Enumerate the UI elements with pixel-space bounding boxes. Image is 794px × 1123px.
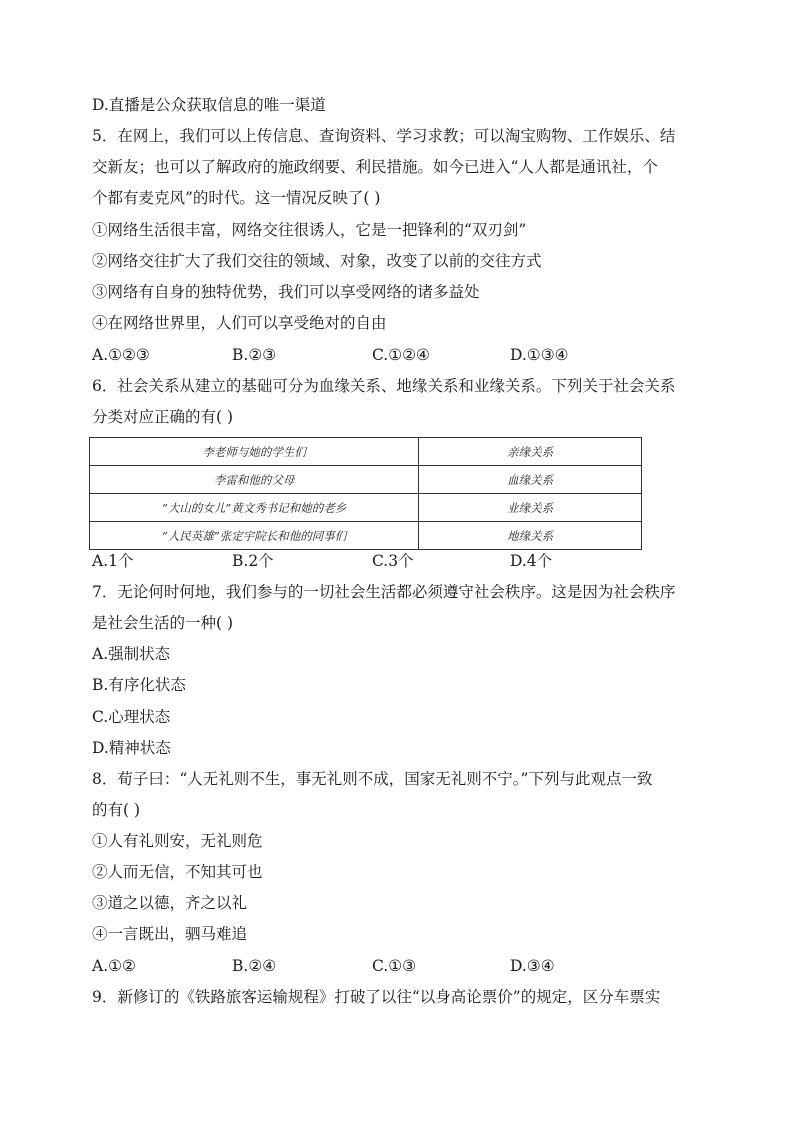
q5-option-b: B.②③ <box>232 346 277 364</box>
q5-options <box>92 344 702 366</box>
q6-stem-line-2: 分类对应正确的有( ) <box>92 408 234 426</box>
q5-statement-1: ①网络生活很丰富，网络交往很诱人，它是一把锋利的“双刃剑” <box>92 221 527 239</box>
table-cell: 血缘关系 <box>419 466 642 494</box>
table-cell: 李雷和他的父母 <box>90 466 419 494</box>
q5-statement-4: ④在网络世界里，人们可以享受绝对的自由 <box>92 314 387 332</box>
table-cell: “人民英雄”张定宇院长和他的同事们 <box>90 522 419 550</box>
q8-stem-line-2: 的有( ) <box>92 801 141 819</box>
q7-option-c: C.心理状态 <box>92 708 171 726</box>
q8-statement-2: ②人而无信，不知其可也 <box>92 863 263 881</box>
q7-option-d: D.精神状态 <box>92 739 171 757</box>
q7-stem-line-2: 是社会生活的一种( ) <box>92 614 234 632</box>
q7-stem-line-1: 7．无论何时何地，我们参与的一切社会生活都必须遵守社会秩序。这是因为社会秩序 <box>92 583 676 601</box>
q5-statement-3: ③网络有自身的独特优势，我们可以享受网络的诸多益处 <box>92 283 480 301</box>
q8-option-a: A.①② <box>92 957 136 975</box>
table-cell: 亲缘关系 <box>419 438 642 466</box>
table-cell: 业缘关系 <box>419 494 642 522</box>
q6-stem-line-1: 6．社会关系从建立的基础可分为血缘关系、地缘关系和业缘关系。下列关于社会关系 <box>92 377 676 395</box>
q5-option-a: A.①②③ <box>92 346 150 364</box>
q7-option-a: A.强制状态 <box>92 645 171 663</box>
q9-stem-line-1: 9．新修订的《铁路旅客运输规程》打破了以往“以身高论票价”的规定，区分车票实 <box>92 988 661 1006</box>
q8-statement-1: ①人有礼则安，无礼则危 <box>92 832 263 850</box>
q5-statement-2: ②网络交往扩大了我们交往的领域、对象，改变了以前的交往方式 <box>92 252 542 270</box>
table-cell: 地缘关系 <box>419 522 642 550</box>
table-row <box>90 494 642 522</box>
q5-stem-line-2: 交新友；也可以了解政府的施政纲要、利民措施。如今已进入“人人都是通讯社，个 <box>92 158 658 176</box>
q7-option-b: B.有序化状态 <box>92 676 186 694</box>
q6-option-b: B.2个 <box>232 552 274 570</box>
q6-option-a: A.1个 <box>92 552 134 570</box>
table-row <box>90 438 642 466</box>
q5-option-c: C.①②④ <box>372 346 430 364</box>
q8-stem-line-1: 8．荀子曰：“人无礼则不生，事无礼则不成，国家无礼则不宁。”下列与此观点一致 <box>92 770 653 788</box>
q8-options <box>92 955 702 977</box>
relationship-table <box>89 437 642 550</box>
q8-option-b: B.②④ <box>232 957 277 975</box>
q6-options <box>92 550 702 572</box>
q8-option-d: D.③④ <box>510 957 555 975</box>
q6-option-c: C.3个 <box>372 552 414 570</box>
q5-stem-line-1: 5．在网上，我们可以上传信息、查询资料、学习求教；可以淘宝购物、工作娱乐、结 <box>92 127 676 145</box>
q8-statement-4: ④一言既出，驷马难追 <box>92 925 248 943</box>
table-cell: 李老师与她的学生们 <box>90 438 419 466</box>
q5-option-d: D.①③④ <box>510 346 569 364</box>
q5-stem-line-3: 个都有麦克风”的时代。这一情况反映了( ) <box>92 189 381 207</box>
table-row <box>90 466 642 494</box>
q8-statement-3: ③道之以德，齐之以礼 <box>92 894 248 912</box>
table-cell: “大山的女儿”黄文秀书记和她的老乡 <box>90 494 419 522</box>
q8-option-c: C.①③ <box>372 957 417 975</box>
q4-option-d: D.直播是公众获取信息的唯一渠道 <box>92 96 326 114</box>
table-row <box>90 522 642 550</box>
q6-option-d: D.4个 <box>510 552 553 570</box>
